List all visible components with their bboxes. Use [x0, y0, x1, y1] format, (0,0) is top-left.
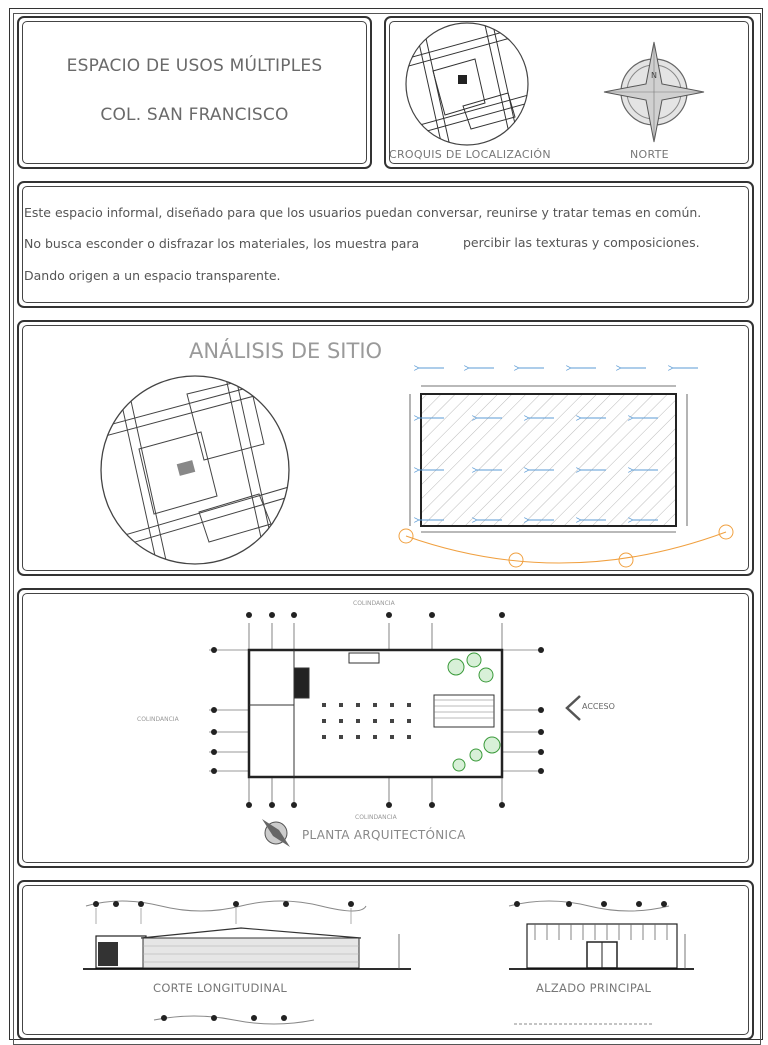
north-caption: NORTE [630, 148, 669, 161]
elevations-panel [17, 880, 754, 1040]
project-subtitle: COL. SAN FRANCISCO [100, 105, 289, 125]
section-caption: CORTE LONGITUDINAL [153, 981, 288, 995]
svg-text:N: N [651, 71, 657, 80]
front-elevation-drawing [489, 894, 709, 974]
location-sketch [403, 21, 531, 147]
site-analysis-panel [17, 320, 754, 576]
site-analysis-title: ANÁLISIS DE SITIO [189, 339, 383, 363]
site-marker [458, 75, 467, 84]
plan-label-left: COLINDANCIA [137, 716, 179, 723]
description-line-2b: percibir las texturas y composiciones. [463, 235, 700, 250]
sun-path [399, 525, 733, 567]
project-title: ESPACIO DE USOS MÚLTIPLES [66, 56, 323, 76]
plan-north-icon [259, 816, 293, 850]
access-label: ACCESO [582, 702, 615, 711]
front-elevation-caption: ALZADO PRINCIPAL [536, 981, 652, 995]
section-drawing [81, 894, 421, 974]
plan-label-top: COLINDANCIA [353, 600, 395, 607]
location-caption: CROQUIS DE LOCALIZACIÓN [389, 148, 551, 161]
site-plan-diagram [384, 352, 724, 572]
lower-drawing-partial [134, 1010, 694, 1030]
description-line-3: Dando origen a un espacio transparente. [24, 268, 281, 283]
site-context-sketch [99, 374, 291, 566]
plan-label-bottom: COLINDANCIA [355, 814, 397, 821]
floor-plan-panel [17, 588, 754, 868]
description-panel [17, 181, 754, 308]
access-arrow-icon [564, 694, 582, 722]
location-panel [384, 16, 754, 169]
description-line-1: Este espacio informal, diseñado para que los usuarios puedan conversar, reunirse y tratar temas en común. [24, 205, 702, 220]
floor-plan-caption: PLANTA ARQUITECTÓNICA [302, 828, 466, 842]
description-line-2a: No busca esconder o disfrazar los materiales, los muestra para [24, 236, 420, 251]
floor-plan-drawing [204, 605, 564, 815]
title-panel [17, 16, 372, 169]
north-arrow-icon [602, 40, 706, 144]
